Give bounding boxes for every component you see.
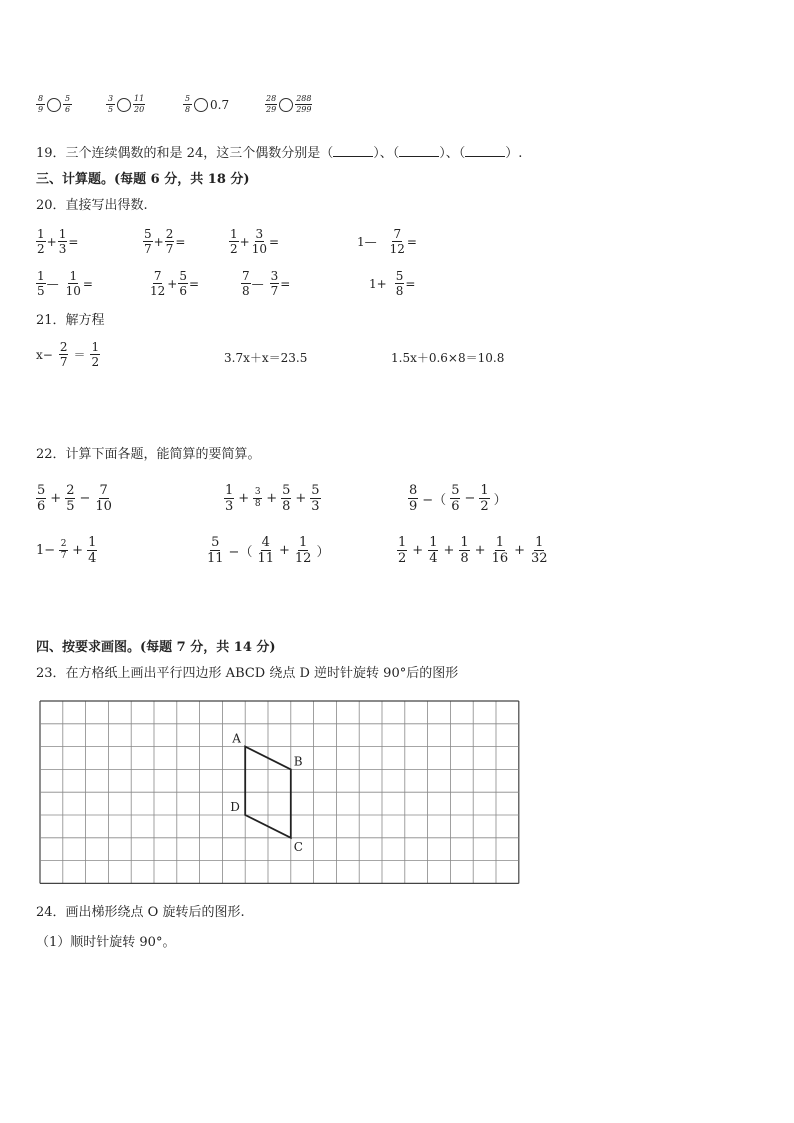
compare-value: 0.7 [210,97,230,112]
q20-expr-7: $\frac{7}{8}$ — $\frac{3}{7}$ = [242,269,291,298]
fraction: $\frac{3}{5}$ [107,94,114,114]
q20-expr-4: 1— $\frac{7}{12}$ = [357,227,417,256]
compare-item-3 [183,95,229,114]
point-label-c: C [293,839,303,854]
question-22-title: 22．计算下面各题，能简算的要简算。 [36,447,261,462]
fraction: $\frac{5}{6}$ [64,94,71,114]
grid-lines [40,701,519,883]
compare-item-2 [106,95,145,114]
q22-expr-4: 1− $\frac{2}{7}$ + $\frac{1}{4}$ [36,535,97,566]
q20-expr-6: $\frac{7}{12}$ + $\frac{5}{6}$ = [150,269,200,298]
section-4-heading: 四、按要求画图。(每题 7 分，共 14 分) [36,640,276,655]
question-20-title: 20．直接写出得数. [36,198,148,213]
fraction: $\frac{288}{299}$ [296,94,312,114]
point-label-a: A [232,731,241,746]
compare-circle[interactable] [194,98,208,112]
compare-circle[interactable] [117,98,131,112]
equation-2: 3.7x＋x＝23.5 [224,351,308,365]
fraction: $\frac{28}{29}$ [266,94,277,114]
question-23-title: 23．在方格纸上画出平行四边形 ABCD 绕点 D 逆时针旋转 90°后的图形 [36,666,459,681]
q20-expr-3: $\frac{1}{2}$ + $\frac{3}{10}$ = [230,227,280,256]
compare-item-4 [265,95,312,114]
answer-blank-1[interactable] [333,146,373,157]
q20-expr-5: $\frac{1}{5}$ — $\frac{1}{10}$ = [37,269,93,298]
q20-expr-8: 1+ $\frac{5}{8}$ = [369,269,416,298]
section-3-heading: 三、计算题。(每题 6 分，共 18 分) [36,172,250,187]
compare-circle[interactable] [279,98,293,112]
compare-item-1 [36,95,72,114]
question-24-title: 24．画出梯形绕点 O 旋转后的图形. [36,905,245,920]
q22-expr-3: $\frac{8}{9}$ −（ $\frac{5}{6}$ − $\frac{1}{2}$ ） [409,483,507,514]
q22-expr-6: $\frac{1}{2}$ + $\frac{1}{4}$ + $\frac{1}{8}$ + $\frac{1}{16}$ + $\frac{1}{32}$ [398,535,548,566]
compare-circle[interactable] [47,98,61,112]
point-labels [230,732,303,854]
question-21-title: 21．解方程 [36,313,105,328]
equation-1: x− $\frac{2}{7}$ ＝ $\frac{1}{2}$ [36,340,100,369]
q20-expr-1: $\frac{1}{2}$ + $\frac{1}{3}$ = [37,227,79,256]
grid-paper[interactable] [39,700,521,888]
question-19: 19．三个连续偶数的和是 24，这三个偶数分别是（ ）、（ ）、（ ）. [36,146,523,161]
equation-3: 1.5x＋0.6×8＝10.8 [391,351,505,365]
q20-expr-2: $\frac{5}{7}$ + $\frac{2}{7}$ = [144,227,186,256]
answer-blank-3[interactable] [465,146,505,157]
fraction: $\frac{11}{20}$ [134,94,145,114]
q22-expr-5: $\frac{5}{11}$ −（ $\frac{4}{11}$ + $\frac{1}{12}$ ） [207,535,330,566]
point-label-d: D [230,800,240,814]
fraction: $\frac{8}{9}$ [37,94,44,114]
q22-expr-1: $\frac{5}{6}$ + $\frac{2}{5}$ − $\frac{7}{10}$ [37,483,112,514]
point-label-b: B [293,754,303,769]
fraction: $\frac{5}{8}$ [184,94,191,114]
question-24-sub-1: （1）顺时针旋转 90°。 [36,935,176,950]
q22-expr-2: $\frac{1}{3}$ + $\frac{3}{8}$ + $\frac{5}{8}$ + $\frac{5}{3}$ [225,483,320,514]
answer-blank-2[interactable] [399,146,439,157]
